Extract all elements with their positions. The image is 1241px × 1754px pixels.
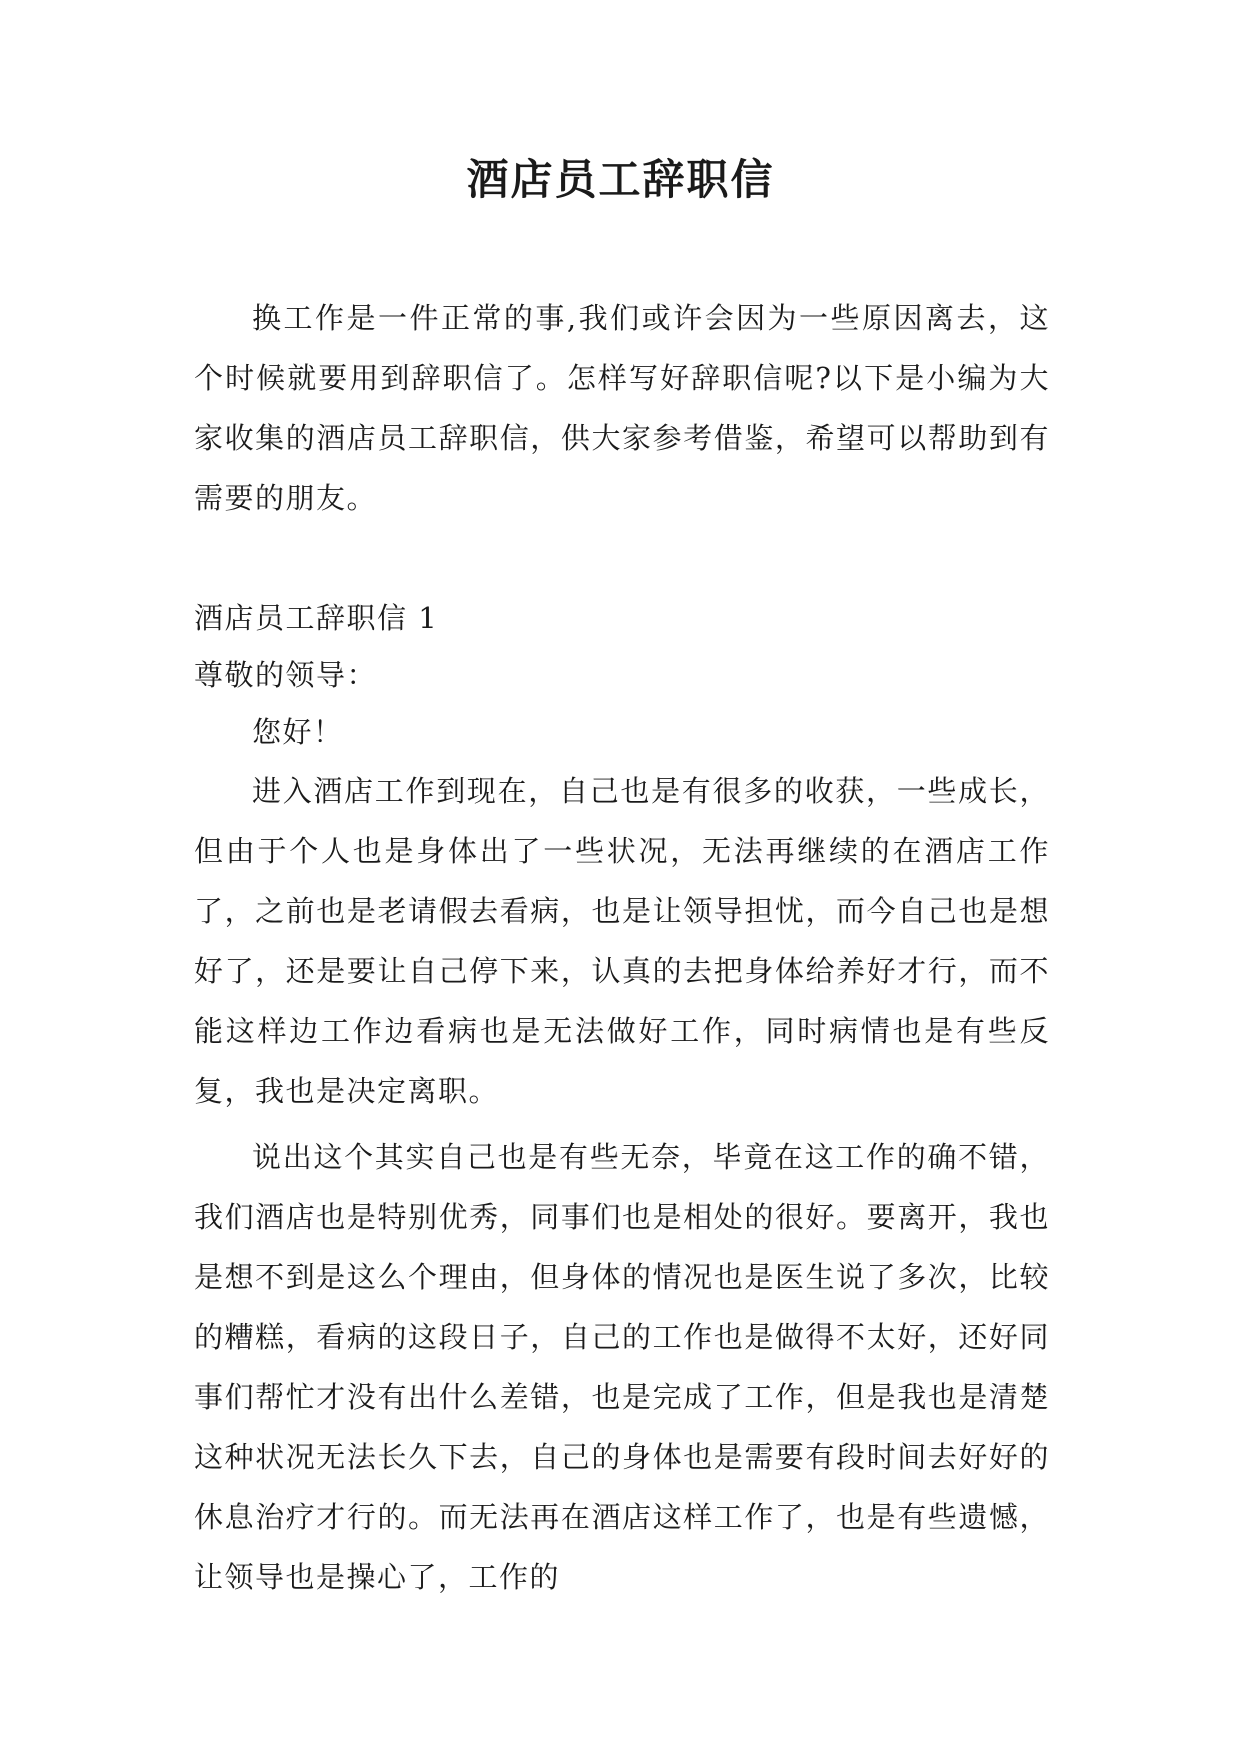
spacer bbox=[194, 528, 1050, 590]
greeting: 您好！ bbox=[252, 715, 344, 749]
salutation: 尊敬的领导： bbox=[194, 658, 378, 692]
document-body bbox=[194, 288, 1050, 1607]
body-paragraph-1: 进入酒店工作到现在，自己也是有很多的收获，一些成长，但由于个人也是身体出了一些状况，无法再继续的在酒店工作了，之前也是老请假去看病，也是让领导担忧，而今自己也是想好了，还是要让自己停下来，认真的去把身体给养好才行，而不能这样边工作边看病也是无法做好工作，同时病情也是有些反复，我也是决定离职。 bbox=[194, 774, 1050, 1108]
section-heading: 酒店员工辞职信 1 bbox=[194, 601, 439, 635]
intro-paragraph: 换工作是一件正常的事,我们或许会因为一些原因离去，这个时候就要用到辞职信了。怎样写好辞职信呢?以下是小编为大家收集的酒店员工辞职信，供大家参考借鉴，希望可以帮助到有需要的朋友。 bbox=[194, 301, 1050, 515]
document-title: 酒店员工辞职信 bbox=[466, 155, 775, 204]
body-paragraph-2: 说出这个其实自己也是有些无奈，毕竟在这工作的确不错，我们酒店也是特别优秀，同事们也是相处的很好。要离开，我也是想不到是这么个理由，但身体的情况也是医生说了多次，比较的糟糕，看病的这段日子，自己的工作也是做得不太好，还好同事们帮忙才没有出什么差错，也是完成了工作，但是我也是清楚这种状况无法长久下去，自己的身体也是需要有段时间去好好的休息治疗才行的。而无法再在酒店这样工作了，也是有些遗憾，让领导也是操心了，工作的 bbox=[194, 1140, 1050, 1594]
